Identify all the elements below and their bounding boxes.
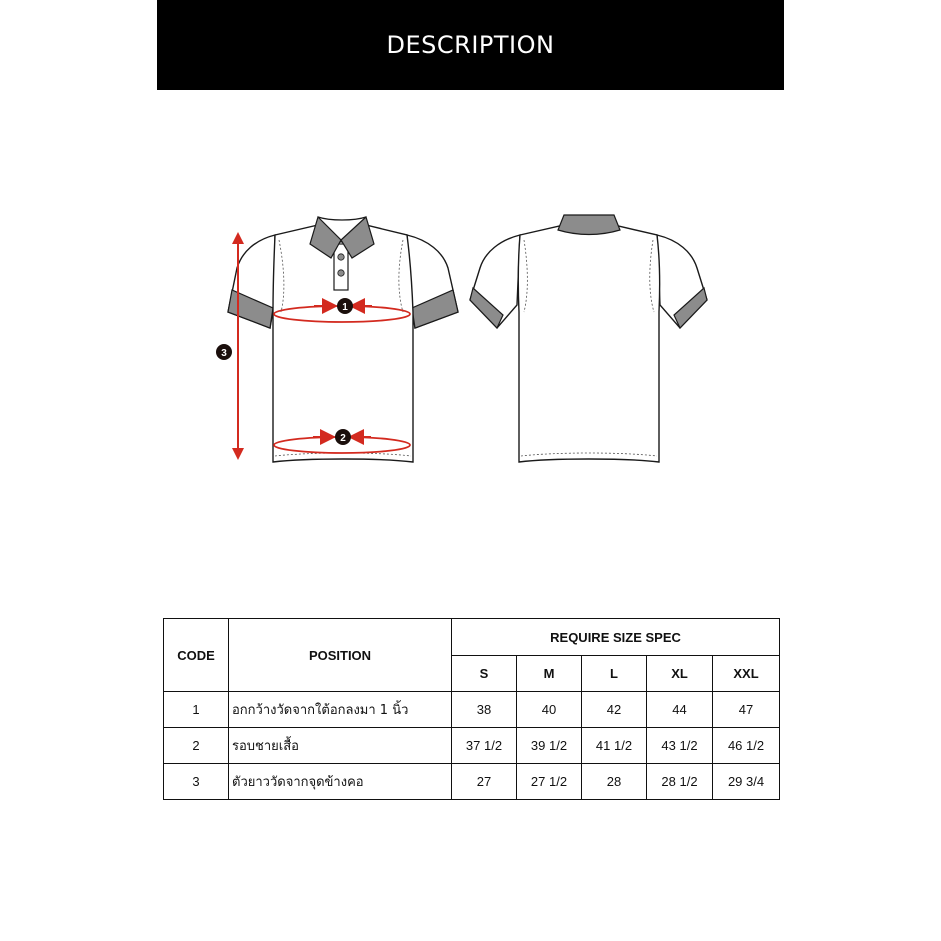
row-value: 41 1/2: [582, 728, 647, 764]
row-value: 43 1/2: [647, 728, 713, 764]
marker-3-label: 3: [221, 348, 227, 359]
row-value: 40: [517, 692, 582, 728]
row-position: อกกว้างวัดจากใต้อกลงมา 1 นิ้ว: [229, 692, 452, 728]
table-row: [164, 728, 780, 764]
table-row: [164, 692, 780, 728]
header-code: CODE: [164, 619, 229, 692]
row-value: 37 1/2: [452, 728, 517, 764]
row-value: 39 1/2: [517, 728, 582, 764]
row-code: 1: [164, 692, 229, 728]
header-size: S: [452, 656, 517, 692]
row-value: 44: [647, 692, 713, 728]
front-placket: [334, 244, 348, 290]
header-size: XL: [647, 656, 713, 692]
back-body: [518, 225, 659, 462]
row-code: 3: [164, 764, 229, 800]
row-value: 27 1/2: [517, 764, 582, 800]
row-value: 47: [713, 692, 780, 728]
header-size: XXL: [713, 656, 780, 692]
banner-title: DESCRIPTION: [386, 31, 555, 59]
marker-2-label: 2: [340, 433, 346, 444]
back-shirt: [470, 215, 707, 462]
row-value: 46 1/2: [713, 728, 780, 764]
header-require-size-spec: REQUIRE SIZE SPEC: [452, 619, 780, 656]
row-value: 28: [582, 764, 647, 800]
button-bottom: [338, 270, 344, 276]
table-row: [164, 764, 780, 800]
row-position: รอบชายเสื้อ: [229, 728, 452, 764]
row-value: 28 1/2: [647, 764, 713, 800]
header-size: M: [517, 656, 582, 692]
header-size: L: [582, 656, 647, 692]
row-code: 2: [164, 728, 229, 764]
back-collar: [558, 215, 620, 235]
row-position: ตัวยาววัดจากจุดข้างคอ: [229, 764, 452, 800]
marker-1-label: 1: [342, 302, 348, 313]
row-value: 42: [582, 692, 647, 728]
row-value: 38: [452, 692, 517, 728]
header-position: POSITION: [229, 619, 452, 692]
front-shirt: [228, 217, 458, 462]
front-collar-band: [318, 217, 366, 220]
size-spec-table: [163, 618, 780, 800]
button-top: [338, 254, 344, 260]
row-value: 29 3/4: [713, 764, 780, 800]
row-value: 27: [452, 764, 517, 800]
